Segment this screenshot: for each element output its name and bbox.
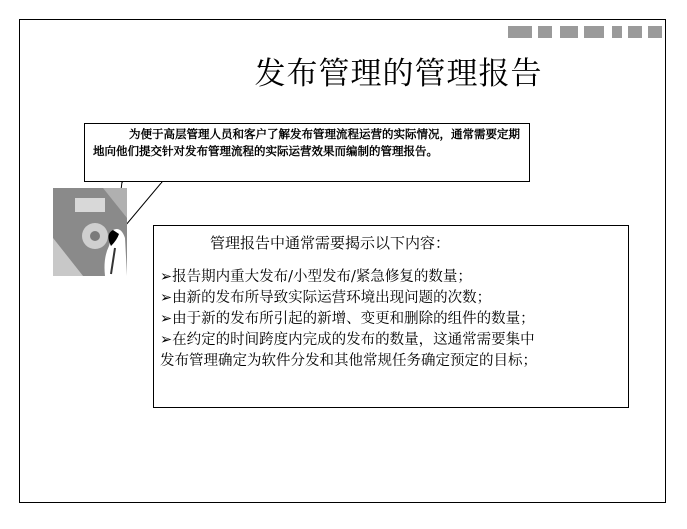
list-item: ➢由于新的发布所引起的新增、变更和删除的组件的数量； [160, 311, 535, 327]
slide-title: 发布管理的管理报告 [254, 56, 543, 92]
list-item: 发布管理确定为软件分发和其他常规任务确定预定的目标； [160, 353, 537, 369]
list-item: ➢由新的发布所导致实际运营环境出现问题的次数； [160, 290, 492, 306]
person-with-disk-clipart-icon [53, 188, 127, 276]
list-item: ➢报告期内重大发布/小型发布/紧急修复的数量； [160, 269, 472, 285]
content-box [153, 225, 629, 408]
list-item: ➢在约定的时间跨度内完成的发布的数量，这通常需要集中 [160, 332, 535, 348]
header-decoration [508, 22, 662, 44]
callout-text: 为便于高层管理人员和客户了解发布管理流程运营的实际情况，通常需要定期地向他们提交针对发布管理流程的实际运营效果而编制的管理报告。 [93, 127, 520, 158]
callout-box [84, 123, 530, 182]
content-heading: 管理报告中通常需要揭示以下内容： [210, 234, 451, 252]
